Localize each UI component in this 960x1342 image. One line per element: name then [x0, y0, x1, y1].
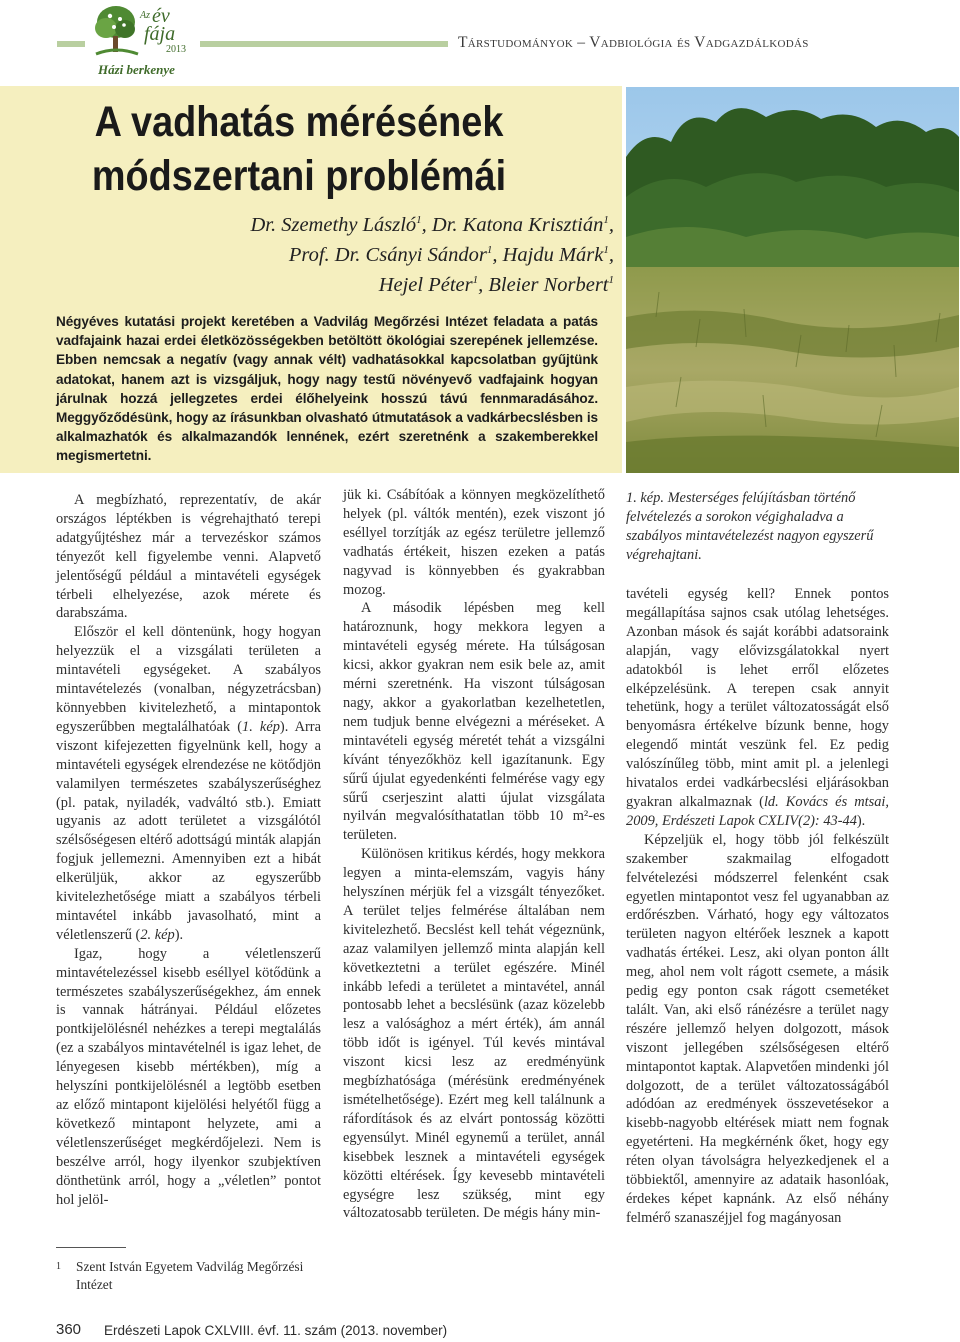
svg-text:év: év [152, 5, 170, 27]
section-title: Társtudományok – Vadbiológia és Vadgazdálkodás [458, 34, 809, 51]
affiliation-mark: 1 [603, 243, 609, 256]
svg-text:fája: fája [144, 23, 176, 45]
article-title [36, 95, 562, 203]
figure-reference: 1. kép [242, 718, 280, 735]
caption-text: . Mesterséges felújításban történő felvételezés a sorokon végighaladva a szabályos mintavételezést nagyon egyszerű végrehajtani. [626, 490, 874, 563]
body-paragraph: Különösen kritikus kérdés, hogy mekkora legyen a minta-elemszám, vagyis hány helyszínen mérjük fel a vizsgált tényezőket. A terület teljes felmérése általában nem kivitelezhető. Becslést kell tehát végeznünk, azaz valamilyen jellemző minta alapján kell következtetni a terület egészére. Minél inkább lefedi a területet a mintavétel, annál pontosabb lehet a becslésünk (azaz közelebb lesz a valósághoz a mért érték), ám annál több időt is igényel. Túl kevés mintával viszont kicsi lesz az eredményünk megbízhatósága (mérésünk eredményének ismételhetősége). Ezért meg kell találnunk a ráfordítások és az elvárt pontosság közötti egyensúlyt. Minél egynemű a terület, annál kisebbek lesznek a mintavételi egységek közötti eltérések. Így kevesebb mintavételi egységre lesz szükség, mint egy változatosabb területen. De mégis hány min- [343, 846, 605, 1222]
forest-clearing-photo [626, 87, 959, 473]
affiliation-mark: 1 [416, 214, 422, 226]
footnote-text: Szent István Egyetem Vadvilág Megőrzési Intézet [76, 1259, 304, 1292]
header-rule-middle [200, 41, 448, 47]
journal-footer: Erdészeti Lapok CXLVIII. évf. 11. szám (2013. november) [104, 1323, 448, 1338]
affiliation-mark: 1 [486, 243, 493, 256]
svg-text:2013: 2013 [166, 44, 186, 55]
author-list: Dr. Szemethy László$^1$, Dr. Katona Krisztián$^1$, Prof. Dr. Csányi Sándor$^1$, Hajdu Márk$^1$, Hejel Péter$^1$, Bleier Norbert$^1$ [250, 213, 614, 296]
body-column-3 [626, 585, 889, 1228]
author-name: Hejel Péter [378, 273, 473, 296]
footnote-divider [56, 1247, 126, 1248]
author-name: , Hajdu Márk [492, 243, 604, 266]
tree-icon [95, 6, 138, 54]
body-column-2 [343, 486, 605, 1223]
body-paragraph: jük ki. Csábítóak a könnyen megközelíthető helyek (pl. váltók mentén), ezek viszont jó eséllyel torzítják az egész területre jellemző vadhatás értékeit, hiszen ezeken a patás nagyvad is könnyebben és gyakrabban mozog. [343, 487, 605, 598]
photo-caption [626, 489, 889, 565]
caption-label: 1. kép [626, 490, 661, 506]
literature-reference: ld. Kovács és mtsai, 2009, Erdészeti Lapok CXLIV(2): 43-44 [626, 793, 889, 829]
article-title-line1: A vadhatás mérésének [94, 98, 504, 146]
footnote-number: 1 [56, 1261, 61, 1272]
author-name: , Dr. Katona Krisztián [421, 213, 604, 236]
body-paragraph: tavételi egység kell? Ennek pontos megállapítása sajnos csak utólag lehetséges. Azonban mások és saját korábbi adatsoraink alapján, vagy elővizsgálatokkal nyert adatokból is lehet erről előzetes elképzelésünk. A terepen csak annyit tehetünk, hogy a terület változatosságát első benyomásra értékelve bízunk benne, hogy elegendő mintát veszünk fel. Ez pedig valószínűleg több, mint amit pl. a jelenlegi hivatalos erdei vadkárbecslési eljárásokban gyakran alkalmaznak (ld. Kovács és mtsai, 2009, Erdészeti Lapok CXLIV(2): 43-44). [626, 586, 889, 829]
svg-text:Az: Az [140, 10, 150, 21]
affiliation-mark: 1 [472, 273, 479, 286]
author-name: Prof. Dr. Csányi Sándor [288, 243, 487, 266]
article-title-line2: módszertani problémái [91, 152, 507, 200]
body-paragraph: A második lépésben meg kell határoznunk, hogy mekkora legyen a mintavételi egység mérete. Ha túlságosan kicsi, akkor gyakran nem esik bele az, amit mérni szeretnénk. Ha viszont túlságosan nagy, akkor a gyakorlatban kezelhetetlen, nem tudjuk benne elvégezni a méréseket. A mintavételi egység méretét tehát a vizsgálni kívánt tényezőkhöz kell igazítanunk. Egy sűrű újulat egyedenkénti felmérése vagy egy sűrű cserjeszint alatti újulat vizsgálata nyilván megvalósíthatatlan több 10 m²-es területen. [343, 600, 605, 844]
body-paragraph: Képzeljük el, hogy több jól felkészült szakember szakmailag elfogadott felvételezési módszerrel felenként csak egyetlen mintapontot vesz fel ugyanabban az erdőrészben. Várható, hogy egy változatos területen nagyon eltérőek lesznek a kapott vadhatás értékei. Lesz, aki olyan ponton állt meg, ahol nem volt rágott csemete, a másik pedig egy ponton csak rágott csemetéket talált. Van, aki első ránézésre a terület nagy részére jellemző helyen dolgozott, mások viszont jellegében szélsőségesen eltérő mintapontot kaptak. Alapvetően mindenki jól dolgozott, de a terület változatosságából adódóan az eredmények összevetésekor a kisebb-nagyobb eltérések miatt nem fognak egyetérteni. Ha megkérnénk őket, hogy egy réten olyan távolságra helyezkedjenek el a többiektől, amennyire az adataik hasonlóak, érdekes képet kapnánk. Az első néhány felmérő szanaszéjjel fog magányosan [626, 831, 889, 1226]
body-column-1 [56, 491, 321, 1209]
page-number: 360 [56, 1321, 82, 1338]
body-paragraph: A megbízható, reprezentatív, de akár országos léptékben is végrehajtható terepi adatgyűjtéshez már a tervezéskor számos tényezőt kell figyelembe venni. Alapvető jelentőségű például a mintavételi egységek térbeli elhelyezése, azok mérete és darabszáma. [56, 492, 321, 622]
affiliation-mark: 1 [608, 273, 614, 286]
logo-caption: Házi berkenye [98, 62, 175, 77]
figure-reference: 2. kép [140, 926, 175, 943]
lead-paragraph: Négyéves kutatási projekt keretében a Vadvilág Megőrzési Intézet feladata a patás vadfajaink hazai erdei életközösségekben betöltött ökológiai szerepének jellemzése. Ebben nemcsak a negatív (vagy annak vélt) vadhatásokkal kapcsolatban gyűjtünk adatokat, hanem azt is vizsgáljuk, hogy nagy testű növényevő vadfajaink hogyan járulnak hozzá jellegzetes erdei élőhelyeink hosszú távú fennmaradásához. Meggyőződésünk, hogy az írásunkban olvasható útmutatások a vadkárbecslésben is alkalmazhatók és alkalmazandók lennének, ezért szeretnénk a szakemberekkel megismertetni. [56, 314, 598, 464]
footnote [56, 1258, 321, 1294]
affiliation-mark: 1 [603, 214, 609, 226]
author-name: , Bleier Norbert [478, 273, 609, 296]
body-paragraph: Igaz, hogy a véletlenszerű mintavételezéssel kisebb eséllyel kötődünk a természetes szabályszerűségekhez, ám ennek is vannak hátrányai. Például előzetes pontkijelölésnél nehézkes a terepi megtalálás (ez a szabályos mintavételnél is igaz lehet, de lényegesen kisebb mértékben), míg a helyszíni pontkijelölésnél a legtöbb esetben az előző mintapont kijelölési helyétől függ a következő mintapont helyzete, ami a véletlenszerűséget megkérdőjelezi. Nem is beszélve arról, hogy ilyenkor szubjektíven dönthetünk arról, hogy a „véletlen” pontot hol jelöl- [56, 945, 321, 1208]
author-name: Dr. Szemethy László [250, 213, 417, 236]
body-paragraph: Először el kell döntenünk, hogy hogyan helyezzük el a vizsgálati területen a mintavételi egységeket. A szabályos mintavételezés (vonalban, négyzetrácsban) könnyebben kivitelezhető, a mintapontok egyszerűbben megtalálhatóak (1. kép). Arra viszont kifejezetten figyelnünk kell, hogy a mintavételi egységek elrendezése ne kötődjön valamilyen természetes szabályszerűséghez (pl. patak, nyiladék, vadváltó stb.). Emiatt ugyanis az adott területet a vizsgálótól szélsőségesen eltérő adottságú minták alapján fogjuk jellemezni. Amennyiben ezt a hibát elkerüljük, akkor az egyszerűbb kivitelezhetősége miatt a szabályos térbeli mintavétel inkább javasolható, mint a véletlenszerű (2. kép). [56, 624, 321, 943]
